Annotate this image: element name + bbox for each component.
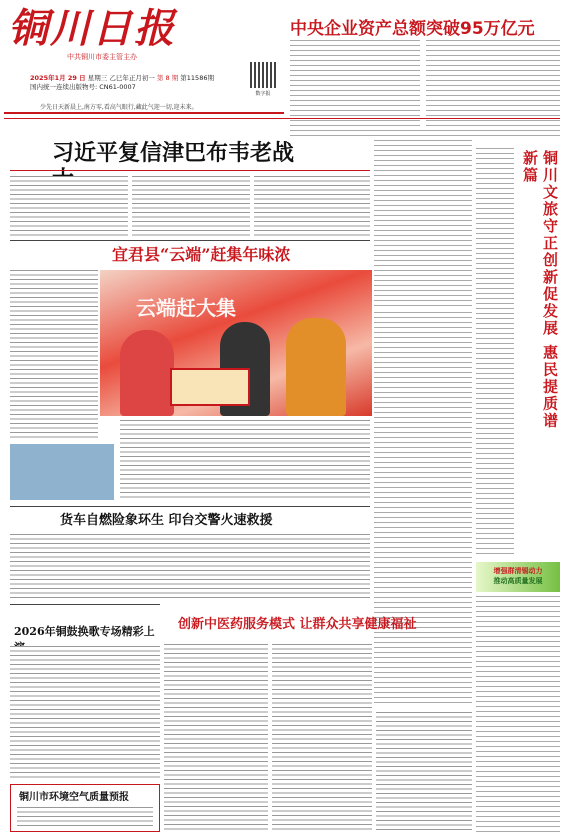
qr-label: 数字报 [255, 91, 271, 97]
ad-line-2: 推动高质量发展 [493, 577, 543, 585]
lead-col-1 [10, 176, 128, 236]
right-text-col-1 [374, 312, 472, 706]
story2-title: 货车自燃险象环生 印台交警火速救援 [60, 513, 273, 528]
story2-body [10, 534, 370, 598]
feature-inset-photo [10, 444, 114, 500]
masthead-divider [4, 112, 284, 114]
side-title: 铜川文旅守正创新促发展 惠民提质谱新篇 [521, 150, 559, 430]
photo-product-box [170, 368, 250, 406]
story3-body [10, 646, 160, 780]
story4-title: 创新中医药服务模式 让群众共享健康福祉 [178, 617, 417, 632]
env-body [17, 807, 153, 829]
newspaper-logo: 铜川日报 [8, 5, 176, 52]
story3-rule [10, 604, 160, 605]
feature-rule [10, 240, 370, 241]
slogan: 少先日天新晨上,南方零,看高气眼行,藏此气迎一切,迎未来。 [40, 104, 198, 111]
lead-col-3 [254, 176, 370, 236]
story4-col-2 [272, 644, 372, 832]
env-forecast-box [10, 784, 160, 832]
lead-col-2 [132, 176, 250, 236]
issue-number: 第 8 期 [156, 74, 179, 82]
photo-banner-text: 云端赶大集 [136, 296, 236, 320]
story4-col-1 [164, 644, 268, 832]
feature-title: 宜君县“云端”赶集年味浓 [112, 245, 291, 264]
feature-body-text [10, 270, 98, 440]
issue-weekday: 星期三 [87, 74, 108, 82]
feature-caption [120, 420, 370, 498]
ad-banner [476, 562, 560, 592]
issue-info [30, 74, 280, 92]
lead-title: 习近平复信津巴布韦老战 [52, 140, 295, 166]
ad-line-1: 增强群清锡动力 [493, 567, 543, 575]
top-story-body-left [290, 40, 420, 140]
top-story-body-right [426, 40, 560, 140]
photo-person-1 [120, 330, 174, 416]
feature-photo [100, 270, 372, 416]
masthead [8, 6, 188, 66]
right-bottom-text [476, 596, 560, 834]
photo-person-3 [286, 318, 346, 416]
mid-column-text [374, 130, 472, 306]
section-divider [4, 118, 560, 119]
issue-lunar: 乙巳年正月初一 [109, 74, 155, 82]
story4-col-3 [376, 712, 472, 832]
issue-serial: 第11586期 [180, 74, 214, 82]
issue-date: 2025年1月 29 日 [30, 74, 86, 82]
qr-code-icon [250, 62, 276, 88]
lead-rule [10, 170, 370, 171]
issn: 国内统一连续出版物号: CN61-0007 [30, 83, 136, 91]
masthead-subtitle: 中共铜川市委主管主办 [67, 53, 137, 61]
story2-rule [10, 506, 370, 507]
story3-title: 2026年铜鼓换歌专场精彩上 [14, 625, 155, 638]
right-text-col-2 [476, 148, 514, 558]
env-title: 铜川市环境空气质量预报 [19, 792, 129, 803]
top-story-title: 中央企业资产总额突破95万亿元 [290, 19, 535, 39]
